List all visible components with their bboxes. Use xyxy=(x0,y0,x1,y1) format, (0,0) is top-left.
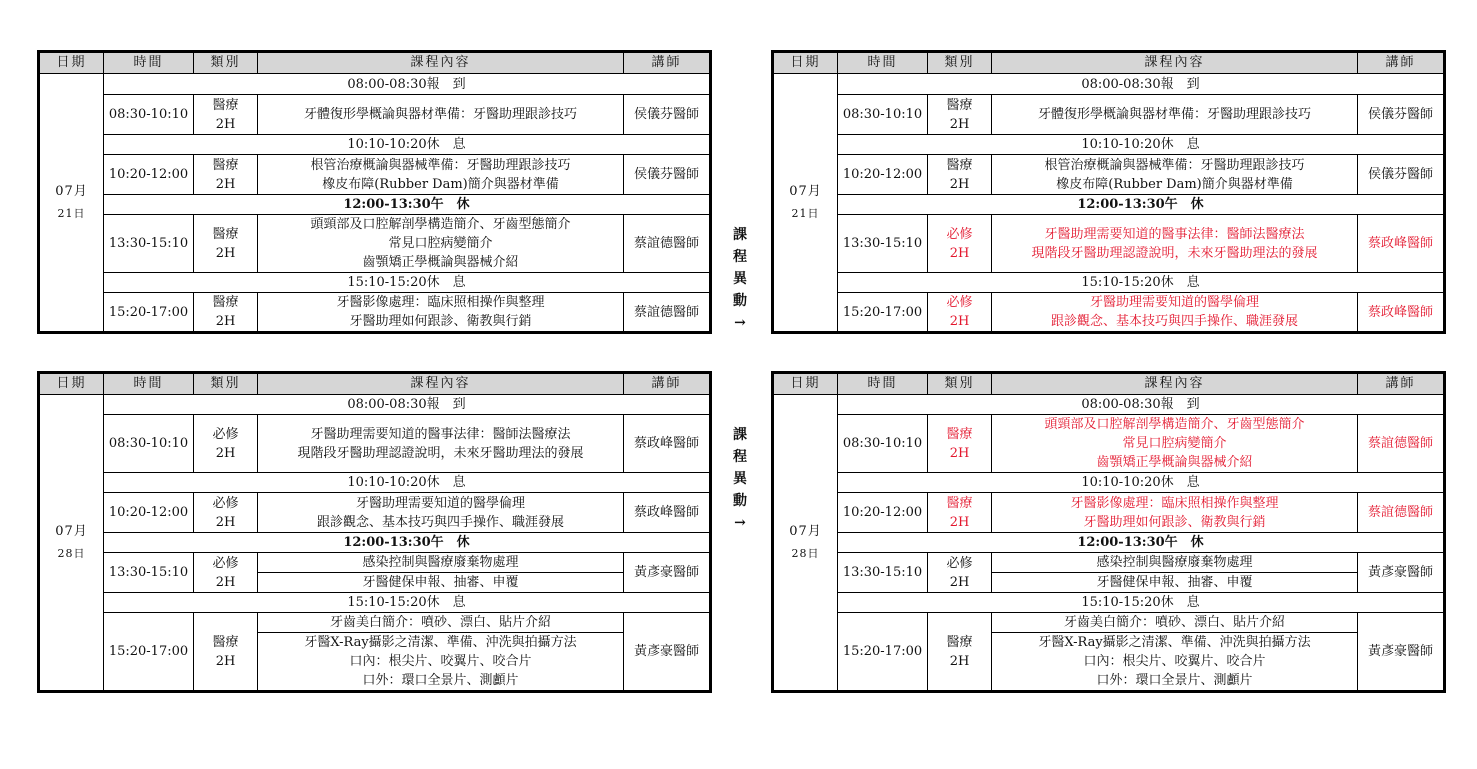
header-time: 時間 xyxy=(104,52,194,74)
header-type: 類別 xyxy=(194,52,258,74)
session-type: 必修 2H xyxy=(928,553,992,593)
session-teacher: 蔡政峰醫師 xyxy=(1358,293,1445,333)
session-type: 醫療 2H xyxy=(194,95,258,135)
session-row xyxy=(773,155,1445,195)
session-time: 10:20-12:00 xyxy=(838,493,928,533)
checkin-cell: 08:00-08:30報 到 xyxy=(838,74,1445,95)
session-row xyxy=(39,293,711,333)
session-content: 牙醫助理需要知道的醫事法律：醫師法醫療法 現階段牙醫助理認證說明，未來牙醫助理法的發展 xyxy=(258,415,624,473)
session-time: 13:30-15:10 xyxy=(104,215,194,273)
header-time: 時間 xyxy=(838,373,928,395)
lunch-row xyxy=(773,533,1445,553)
session-time: 15:20-17:00 xyxy=(838,293,928,333)
header-time: 時間 xyxy=(104,373,194,395)
header-content: 課程內容 xyxy=(992,52,1358,74)
checkin-cell: 08:00-08:30報 到 xyxy=(104,395,711,415)
session-teacher: 黃彥豪醫師 xyxy=(624,613,711,692)
break-row xyxy=(773,135,1445,155)
date-month: 07月 xyxy=(789,523,822,539)
session-content: 牙醫影像處理：臨床照相操作與整理 牙醫助理如何跟診、衛教與行銷 xyxy=(992,493,1358,533)
session-content: 牙醫健保申報、抽審、申覆 xyxy=(992,573,1358,593)
session-row xyxy=(773,553,1445,573)
session-teacher: 黃彥豪醫師 xyxy=(624,553,711,593)
checkin-row xyxy=(39,74,711,95)
session-content: 牙醫健保申報、抽審、申覆 xyxy=(258,573,624,593)
header-time: 時間 xyxy=(838,52,928,74)
break-row xyxy=(39,473,711,493)
session-time: 08:30-10:10 xyxy=(838,95,928,135)
session-teacher: 侯儀芬醫師 xyxy=(624,155,711,195)
session-content: 頭頸部及口腔解剖學構造簡介、牙齒型態簡介 常見口腔病變簡介 齒顎矯正學概論與器械介紹 xyxy=(258,215,624,273)
session-teacher: 蔡誼德醫師 xyxy=(624,293,711,333)
header-teacher: 講師 xyxy=(624,52,711,74)
session-teacher: 黃彥豪醫師 xyxy=(1358,553,1445,593)
header-content: 課程內容 xyxy=(258,52,624,74)
date-cell xyxy=(39,395,104,692)
break-cell: 15:10-15:20休 息 xyxy=(838,273,1445,293)
session-type: 必修 2H xyxy=(194,493,258,533)
session-time: 15:20-17:00 xyxy=(104,613,194,692)
session-content: 牙醫助理需要知道的醫事法律：醫師法醫療法 現階段牙醫助理認證說明，未來牙醫助理法的發展 xyxy=(992,215,1358,273)
session-content: 牙體復形學概論與器材準備：牙醫助理跟診技巧 xyxy=(258,95,624,135)
checkin-cell: 08:00-08:30報 到 xyxy=(104,74,711,95)
arrow-icon: → xyxy=(734,315,746,331)
date-cell xyxy=(773,74,838,333)
session-teacher: 侯儀芬醫師 xyxy=(624,95,711,135)
session-time: 13:30-15:10 xyxy=(838,215,928,273)
session-teacher: 侯儀芬醫師 xyxy=(1358,155,1445,195)
header-content: 課程內容 xyxy=(258,373,624,395)
header-row xyxy=(773,52,1445,74)
session-row xyxy=(39,155,711,195)
date-day: 28日 xyxy=(57,546,86,560)
session-teacher: 蔡誼德醫師 xyxy=(1358,415,1445,473)
session-content: 牙醫影像處理：臨床照相操作與整理 牙醫助理如何跟診、衛教與行銷 xyxy=(258,293,624,333)
session-time: 10:20-12:00 xyxy=(104,493,194,533)
session-content: 牙醫X-Ray攝影之清潔、準備、沖洗與拍攝方法 口內：根尖片、咬翼片、咬合片 口外：環口全景片、測顱片 xyxy=(992,633,1358,692)
date-cell xyxy=(39,74,104,333)
header-teacher: 講師 xyxy=(1358,373,1445,395)
session-type: 醫療 2H xyxy=(928,613,992,692)
checkin-row xyxy=(39,395,711,415)
session-content: 感染控制與醫療廢棄物處理 xyxy=(992,553,1358,573)
break-row xyxy=(39,593,711,613)
date-day: 28日 xyxy=(791,546,820,560)
session-teacher: 侯儀芬醫師 xyxy=(1358,95,1445,135)
session-type: 醫療 2H xyxy=(928,493,992,533)
session-time: 08:30-10:10 xyxy=(104,415,194,473)
session-teacher: 蔡政峰醫師 xyxy=(624,415,711,473)
lunch-row xyxy=(39,533,711,553)
session-time: 13:30-15:10 xyxy=(838,553,928,593)
lunch-cell: 12:00-13:30午 休 xyxy=(838,533,1445,553)
break-cell: 15:10-15:20休 息 xyxy=(104,593,711,613)
date-month: 07月 xyxy=(55,523,88,539)
session-row xyxy=(39,613,711,633)
session-time: 13:30-15:10 xyxy=(104,553,194,593)
session-type: 醫療 2H xyxy=(928,95,992,135)
session-content: 感染控制與醫療廢棄物處理 xyxy=(258,553,624,573)
header-teacher: 講師 xyxy=(1358,52,1445,74)
session-teacher: 蔡誼德醫師 xyxy=(1358,493,1445,533)
session-row-changed xyxy=(773,293,1445,333)
session-row xyxy=(39,415,711,473)
schedule-table-0721-original xyxy=(37,50,712,334)
session-row xyxy=(773,613,1445,633)
schedule-change-arrow: 課 程 異 動 → xyxy=(728,224,752,334)
schedule-table-0721-revised xyxy=(771,50,1446,334)
header-content: 課程內容 xyxy=(992,373,1358,395)
session-teacher: 蔡政峰醫師 xyxy=(624,493,711,533)
session-content: 牙體復形學概論與器材準備：牙醫助理跟診技巧 xyxy=(992,95,1358,135)
session-time: 10:20-12:00 xyxy=(838,155,928,195)
header-date: 日期 xyxy=(39,52,104,74)
session-row xyxy=(39,215,711,273)
session-content: 牙齒美白簡介：噴砂、漂白、貼片介紹 xyxy=(258,613,624,633)
break-row xyxy=(39,135,711,155)
session-content: 根管治療概論與器械準備：牙醫助理跟診技巧 橡皮布障(Rubber Dam)簡介與器材準備 xyxy=(258,155,624,195)
lunch-cell: 12:00-13:30午 休 xyxy=(104,533,711,553)
schedule-change-arrow: 課 程 異 動 → xyxy=(728,424,752,534)
header-date: 日期 xyxy=(39,373,104,395)
header-row xyxy=(39,373,711,395)
schedule-table-0728-revised xyxy=(771,371,1446,693)
session-content: 牙醫X-Ray攝影之清潔、準備、沖洗與拍攝方法 口內：根尖片、咬翼片、咬合片 口外：環口全景片、測顱片 xyxy=(258,633,624,692)
header-teacher: 講師 xyxy=(624,373,711,395)
session-teacher: 蔡政峰醫師 xyxy=(1358,215,1445,273)
date-month: 07月 xyxy=(789,183,822,199)
break-row xyxy=(39,273,711,293)
session-row-changed xyxy=(773,493,1445,533)
session-type: 醫療 2H xyxy=(928,155,992,195)
header-row xyxy=(773,373,1445,395)
session-row-changed xyxy=(773,415,1445,473)
session-content: 牙齒美白簡介：噴砂、漂白、貼片介紹 xyxy=(992,613,1358,633)
session-type: 醫療 2H xyxy=(928,415,992,473)
session-row xyxy=(39,95,711,135)
date-month: 07月 xyxy=(55,183,88,199)
break-cell: 10:10-10:20休 息 xyxy=(104,473,711,493)
session-type: 醫療 2H xyxy=(194,155,258,195)
header-type: 類別 xyxy=(928,373,992,395)
date-day: 21日 xyxy=(791,206,820,220)
break-cell: 10:10-10:20休 息 xyxy=(838,135,1445,155)
header-date: 日期 xyxy=(773,52,838,74)
arrow-icon: → xyxy=(734,515,746,531)
session-row xyxy=(39,553,711,573)
session-type: 醫療 2H xyxy=(194,613,258,692)
break-row xyxy=(773,473,1445,493)
session-type: 醫療 2H xyxy=(194,215,258,273)
header-row xyxy=(39,52,711,74)
break-row xyxy=(773,273,1445,293)
session-time: 10:20-12:00 xyxy=(104,155,194,195)
lunch-cell: 12:00-13:30午 休 xyxy=(838,195,1445,215)
checkin-cell: 08:00-08:30報 到 xyxy=(838,395,1445,415)
session-row-changed xyxy=(773,215,1445,273)
date-day: 21日 xyxy=(57,206,86,220)
header-date: 日期 xyxy=(773,373,838,395)
session-content: 根管治療概論與器械準備：牙醫助理跟診技巧 橡皮布障(Rubber Dam)簡介與器材準備 xyxy=(992,155,1358,195)
session-teacher: 黃彥豪醫師 xyxy=(1358,613,1445,692)
session-type: 必修 2H xyxy=(194,415,258,473)
break-cell: 10:10-10:20休 息 xyxy=(838,473,1445,493)
break-cell: 15:10-15:20休 息 xyxy=(838,593,1445,613)
break-cell: 15:10-15:20休 息 xyxy=(104,273,711,293)
session-content: 頭頸部及口腔解剖學構造簡介、牙齒型態簡介 常見口腔病變簡介 齒顎矯正學概論與器械介紹 xyxy=(992,415,1358,473)
break-cell: 10:10-10:20休 息 xyxy=(104,135,711,155)
session-row xyxy=(773,95,1445,135)
session-type: 必修 2H xyxy=(928,215,992,273)
session-type: 醫療 2H xyxy=(194,293,258,333)
break-row xyxy=(773,593,1445,613)
schedule-table-0728-original xyxy=(37,371,712,693)
session-type: 必修 2H xyxy=(928,293,992,333)
session-content: 牙醫助理需要知道的醫學倫理 跟診觀念、基本技巧與四手操作、職涯發展 xyxy=(992,293,1358,333)
checkin-row xyxy=(773,74,1445,95)
session-teacher: 蔡誼德醫師 xyxy=(624,215,711,273)
lunch-row xyxy=(773,195,1445,215)
session-time: 15:20-17:00 xyxy=(104,293,194,333)
date-cell xyxy=(773,395,838,692)
session-time: 08:30-10:10 xyxy=(838,415,928,473)
checkin-row xyxy=(773,395,1445,415)
lunch-row xyxy=(39,195,711,215)
session-content: 牙醫助理需要知道的醫學倫理 跟診觀念、基本技巧與四手操作、職涯發展 xyxy=(258,493,624,533)
session-type: 必修 2H xyxy=(194,553,258,593)
session-time: 08:30-10:10 xyxy=(104,95,194,135)
session-row xyxy=(39,493,711,533)
lunch-cell: 12:00-13:30午 休 xyxy=(104,195,711,215)
header-type: 類別 xyxy=(928,52,992,74)
header-type: 類別 xyxy=(194,373,258,395)
session-time: 15:20-17:00 xyxy=(838,613,928,692)
